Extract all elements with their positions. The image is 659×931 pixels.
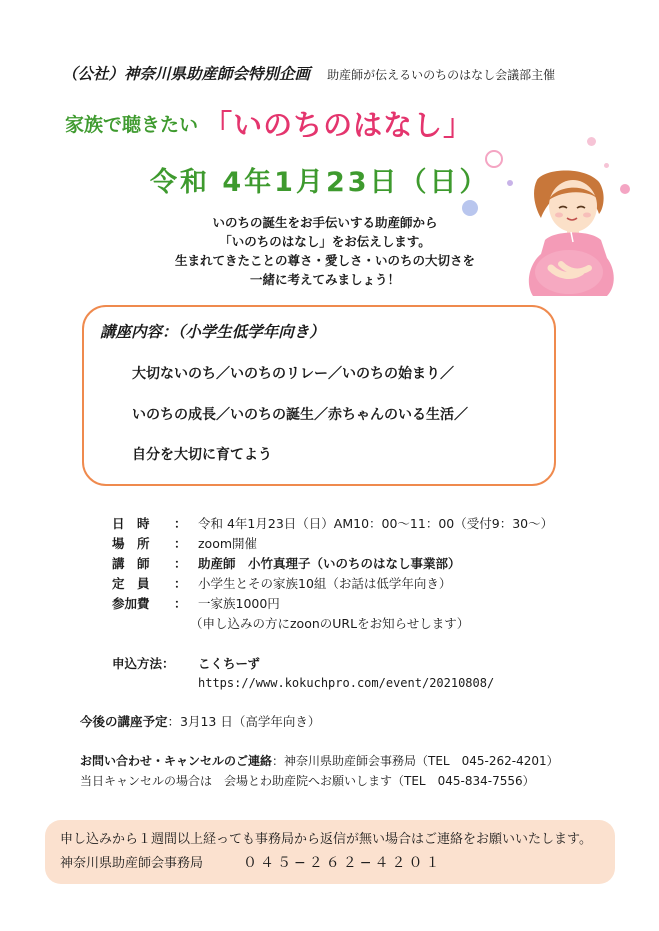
- title-line: [65, 103, 585, 144]
- detail-label: 講 師: [112, 556, 150, 571]
- event-date: 令和 4年1月23日（日）: [150, 167, 490, 198]
- detail-colon: ：: [174, 576, 187, 591]
- detail-colon: ：: [174, 556, 187, 571]
- detail-label: 場 所: [112, 536, 150, 551]
- page-title: 「いのちのはなし」: [203, 108, 474, 142]
- detail-colon: ：: [174, 516, 187, 531]
- apply-label: 申込方法：: [112, 656, 175, 671]
- detail-label: 定 員: [112, 576, 150, 591]
- detail-colon: ：: [174, 596, 187, 611]
- title-prefix: 家族で聴きたい: [65, 114, 199, 136]
- contact-info: [80, 752, 559, 769]
- organizer: （公社）神奈川県助産師会特別企画: [62, 65, 311, 83]
- host: 助産師が伝えるいのちのはなし会議部主催: [327, 68, 556, 82]
- next-course: [80, 712, 320, 730]
- intro-line: いのちの誕生をお手伝いする助産師から: [212, 215, 438, 230]
- detail-colon: ：: [174, 536, 187, 551]
- course-item: いのちの成長／いのちの誕生／赤ちゃんのいる生活／: [132, 407, 468, 423]
- same-day-cancel: 当日キャンセルの場合は 会場とわ助産院へお願いします（TEL 045-834-7556）: [80, 774, 535, 788]
- pregnant-woman-illustration: [515, 168, 640, 298]
- detail-label: 日 時: [112, 516, 150, 531]
- contact-value: ：神奈川県助産師会事務局（TEL 045-262-4201）: [272, 754, 559, 768]
- detail-value: zoom開催: [198, 536, 258, 551]
- detail-value: 令和 4年1月23日（日）AM10：00〜11：00（受付9：30〜）: [198, 516, 554, 531]
- footer-office: 神奈川県助産師会事務局: [60, 856, 204, 871]
- next-course-label: 今後の講座予定: [80, 714, 168, 729]
- apply-method: こくちーず: [198, 656, 260, 671]
- organizer-line: [62, 62, 622, 84]
- intro-line: 生まれてきたことの尊さ・愛しさ・いのちの大切さを: [174, 253, 475, 268]
- course-title: 講座内容：（小学生低学年向き）: [100, 323, 325, 341]
- detail-label: 参加費: [112, 596, 150, 611]
- intro-text: [150, 213, 500, 289]
- bubble-decoration: [587, 137, 596, 146]
- detail-value: 助産師 小竹真理子（いのちのはなし事業部）: [198, 556, 461, 571]
- course-item: 大切ないのち／いのちのリレー／いのちの始まり／: [132, 366, 454, 382]
- footer-phone: ０４５−２６２−４２０１: [243, 855, 443, 871]
- contact-label: お問い合わせ・キャンセルのご連絡: [80, 754, 273, 768]
- footer-contact: [60, 852, 442, 872]
- detail-value: 小学生とその家族10組（お話は低学年向き）: [198, 576, 452, 591]
- footer-notice: 申し込みから１週間以上経っても事務局から返信が無い場合はご連絡をお願いいたします。: [60, 832, 592, 847]
- detail-value: 一家族1000円: [198, 596, 280, 611]
- intro-line: 「いのちのはなし」をお伝えします。: [219, 234, 431, 249]
- next-course-value: ：3月13 日（高学年向き）: [167, 714, 321, 729]
- fee-note: （申し込みの方にzoonのURLをお知らせします）: [190, 616, 470, 631]
- course-item: 自分を大切に育てよう: [132, 447, 272, 463]
- apply-url-link[interactable]: https://www.kokuchpro.com/event/20210808/: [198, 676, 495, 690]
- intro-line: 一緒に考えてみましょう！: [249, 272, 400, 287]
